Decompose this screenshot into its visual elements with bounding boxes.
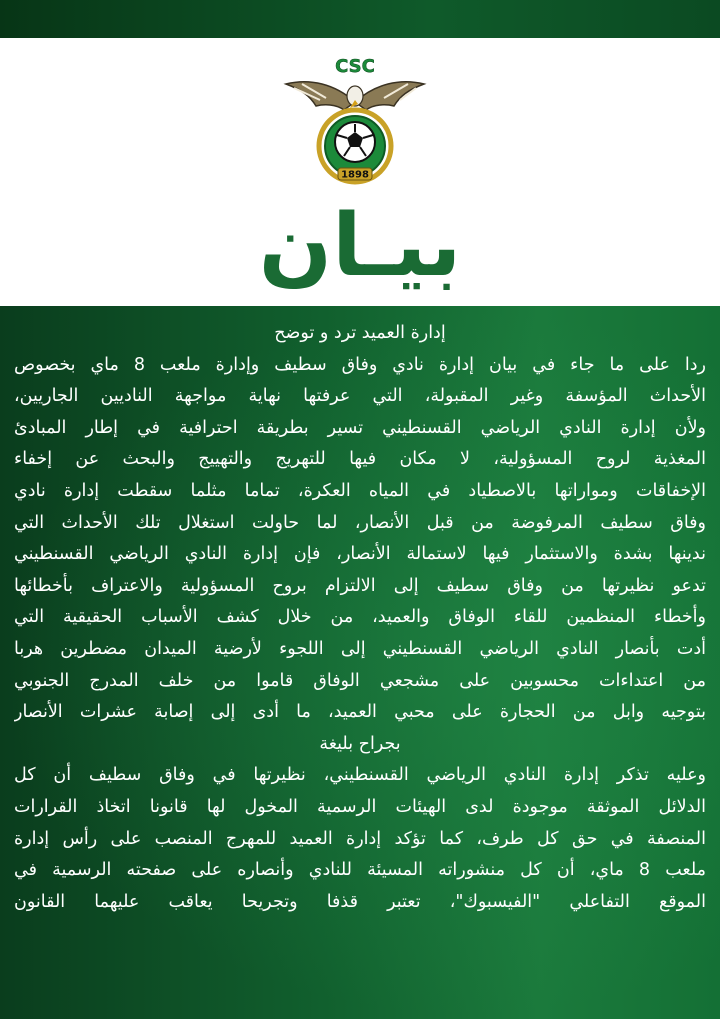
statement-line: ولأن إدارة النادي الرياضي القسنطيني تسير بطريقة احترافية في إطار المبادئ [14, 417, 706, 438]
crest-letters: CSC [335, 56, 375, 77]
statement-line: الدلائل الموثقة موجودة لدى الهيئات الرسمية المخول لها قانونا اتخاذ القرارات [14, 796, 706, 817]
statement-line: الأحداث المؤسفة وغير المقبولة، التي عرفتها نهاية مواجهة الناديين الجاريين، [14, 386, 706, 407]
statement-line: ردا على ما جاء في بيان إدارة نادي وفاق سطيف وإدارة ملعب 8 ماي بخصوص [14, 354, 706, 375]
statement-line: تدعو نظيرتها من وفاق سطيف إلى الالتزام بروح المسؤولية والاعتراف بأخطائها [14, 575, 706, 596]
statement-line: المنصفة في حق كل طرف، كما تؤكد إدارة العميد للمهرج المنصب على رأس إدارة [14, 828, 706, 849]
statement-line: من اعتداءات محسوبين على مشجعي الوفاق قاموا من خلف المدرج الجنوبي [14, 670, 706, 691]
top-green-band [0, 0, 720, 38]
statement-subtitle: إدارة العميد ترد و توضح [274, 323, 446, 343]
statement-line: وفاق سطيف المرفوضة من قبل الأنصار، لما حاولت استغلال تلك الأحداث التي [14, 512, 706, 533]
statement-line: المغذية لروح المسؤولية، لا مكان فيها للتهريج والتهييج والبحث عن إخفاء [14, 449, 706, 470]
statement-line: بجراح بليغة [319, 733, 401, 754]
page-title: بيـان [258, 195, 462, 296]
statement-header [0, 38, 720, 306]
statement-line: أدت بأنصار النادي الرياضي القسنطيني إلى اللجوء لأرضية الميدان مضطرين هربا [14, 638, 706, 659]
statement-line: بتوجيه وابل من الحجارة على محبي العميد، ما أدى إلى إصابة عشرات الأنصار [14, 702, 706, 723]
crest-year: 1898 [341, 169, 369, 181]
statement-line: وأخطاء المنظمين للقاء الوفاق والعميد، من خلال كشف الأسباب الحقيقية التي [14, 607, 706, 628]
statement-line: ندينها بشدة والاستثمار فيها لاستمالة الأنصار، فإن إدارة النادي الرياضي القسنطيني [14, 544, 706, 565]
statement-line: الموقع التفاعلي "الفيسبوك"، تعتبر قذفا وتجريحا يعاقب عليهما القانون [14, 891, 706, 912]
statement-text [14, 318, 706, 918]
statement-body [0, 306, 720, 1019]
statement-line: وعليه تذكر إدارة النادي الرياضي القسنطيني، نظيرتها في وفاق سطيف أن كل [14, 765, 706, 786]
statement-line: ملعب 8 ماي، أن كل منشوراته المسيئة للنادي وأنصاره على صفحته الرسمية في [14, 860, 706, 881]
statement-line: الإخفاقات ومواراتها بالاصطياد في المياه العكرة، تماما مثلما سقطت إدارة نادي [14, 480, 706, 501]
club-crest-icon [280, 44, 430, 194]
